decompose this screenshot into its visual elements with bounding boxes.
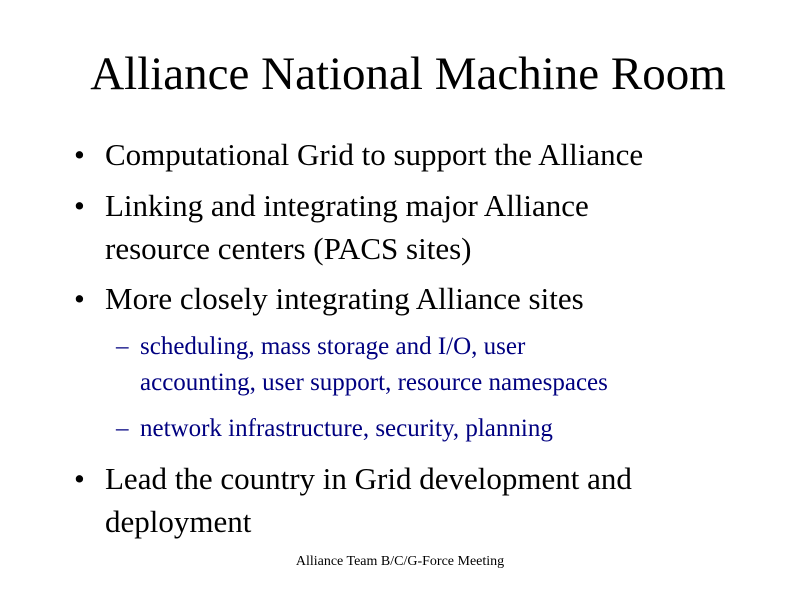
- sub-bullet-text: [140, 411, 553, 447]
- bullet-line: Computational Grid to support the Alliance: [105, 137, 644, 172]
- slide-title: Alliance National Machine Room: [90, 48, 726, 100]
- sub-bullet-line: accounting, user support, resource namespaces: [140, 369, 608, 396]
- bullet-marker: •: [74, 137, 85, 172]
- bullet-text: [105, 133, 643, 176]
- bullet-line: deployment: [105, 504, 252, 539]
- bullet-text: [105, 277, 584, 320]
- bullet-text: [105, 457, 632, 543]
- bullet-marker: •: [74, 461, 85, 496]
- sub-bullet-marker: –: [116, 415, 129, 442]
- sub-bullet-marker: –: [116, 333, 129, 360]
- sub-bullet-text: [140, 329, 608, 401]
- sub-bullet-line: network infrastructure, security, planning: [140, 415, 553, 442]
- bullet-line: resource centers (PACS sites): [105, 231, 472, 266]
- bullet-line: More closely integrating Alliance sites: [105, 281, 584, 316]
- bullet-line: Linking and integrating major Alliance: [105, 188, 589, 223]
- bullet-marker: •: [74, 188, 85, 223]
- bullet-line: Lead the country in Grid development and: [105, 461, 632, 496]
- slide-footer: Alliance Team B/C/G-Force Meeting: [295, 554, 505, 569]
- bullet-marker: •: [74, 281, 85, 316]
- sub-bullet-line: scheduling, mass storage and I/O, user: [140, 333, 526, 360]
- bullet-text: [105, 184, 589, 270]
